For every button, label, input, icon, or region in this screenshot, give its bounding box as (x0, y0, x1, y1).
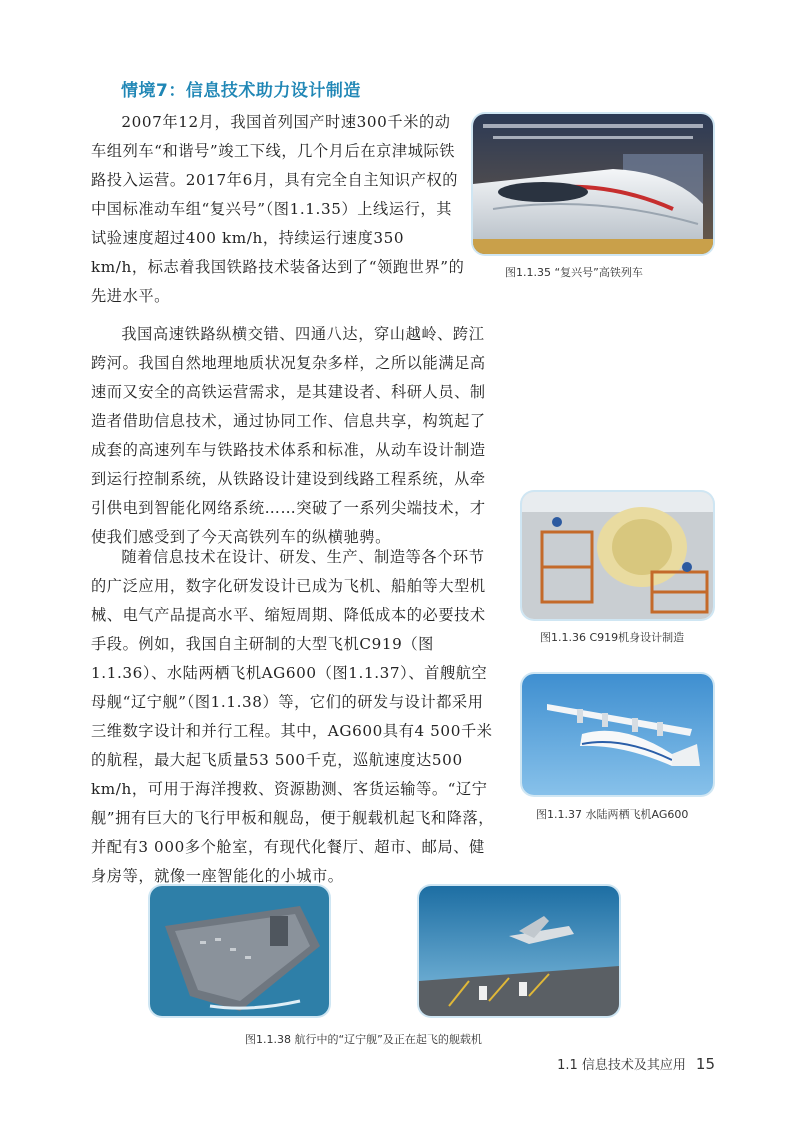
paragraph-fuxing: 2007年12月，我国首列国产时速300千米的动车组列车“和谐号”竣工下线，几个月后在京津城际铁路投入运营。2017年6月，具有完全自主知识产权的中国标准动车组“复兴号”（图1.1.35）上线运行，其试验速度超过400 km/h，持续运行速度350 km/h，标志着我国铁路技术装备达到了“领跑世界”的先进水平。 (91, 113, 465, 305)
fuxing-train-photo (473, 114, 713, 254)
caption-fig-1-1-36: 图1.1.36 C919机身设计制造 (540, 631, 685, 644)
caption-fig-1-1-37: 图1.1.37 水陆两栖飞机AG600 (536, 808, 689, 821)
page-number: 15 (695, 1055, 715, 1073)
c919-fuselage-photo (522, 492, 713, 619)
carrier-jet-takeoff-photo (419, 886, 619, 1016)
page-footer (557, 1054, 715, 1073)
section-label: 1.1 信息技术及其应用 (557, 1058, 686, 1073)
ag600-seaplane-photo (522, 674, 713, 795)
liaoning-carrier-photo (150, 886, 329, 1016)
paragraph-railway: 我国高速铁路纵横交错、四通八达，穿山越岭、跨江跨河。我国自然地理地质状况复杂多样，之所以能满足高速而又安全的高铁运营需求，是其建设者、科研人员、制造者借助信息技术，通过协同工作、信息共享，构筑起了成套的高速列车与铁路技术体系和标准，从动车设计制造到运行控制系统，从铁路设计建设到线路工程系统，从牵引供电到智能化网络系统……突破了一系列尖端技术，才使我们感受到了今天高铁列车的纵横驰骋。 (91, 325, 486, 546)
paragraph-digital-design: 随着信息技术在设计、研发、生产、制造等各个环节的广泛应用，数字化研发设计已成为飞机、船舶等大型机械、电气产品提高水平、缩短周期、降低成本的必要技术手段。例如，我国自主研制的大型飞机C919（图1.1.36）、水陆两栖飞机AG600（图1.1.37）、首艘航空母舰“辽宁舰”（图1.1.38）等，它们的研发与设计都采用三维数字设计和并行工程。其中，AG600具有4 500千米的航程，最大起飞质量53 500千克，巡航速度达500 km/h，可用于海洋搜救、资源勘测、客货运输等。“辽宁舰”拥有巨大的飞行甲板和舰岛，便于舰载机起飞和降落，并配有3 000多个舱室，有现代化餐厅、超市、邮局、健身房等，就像一座智能化的小城市。 (91, 548, 495, 885)
section-heading: 情境7：信息技术助力设计制造 (121, 81, 361, 101)
caption-fig-1-1-38: 图1.1.38 航行中的“辽宁舰”及正在起飞的舰载机 (245, 1033, 482, 1046)
caption-fig-1-1-35: 图1.1.35 “复兴号”高铁列车 (505, 266, 643, 279)
